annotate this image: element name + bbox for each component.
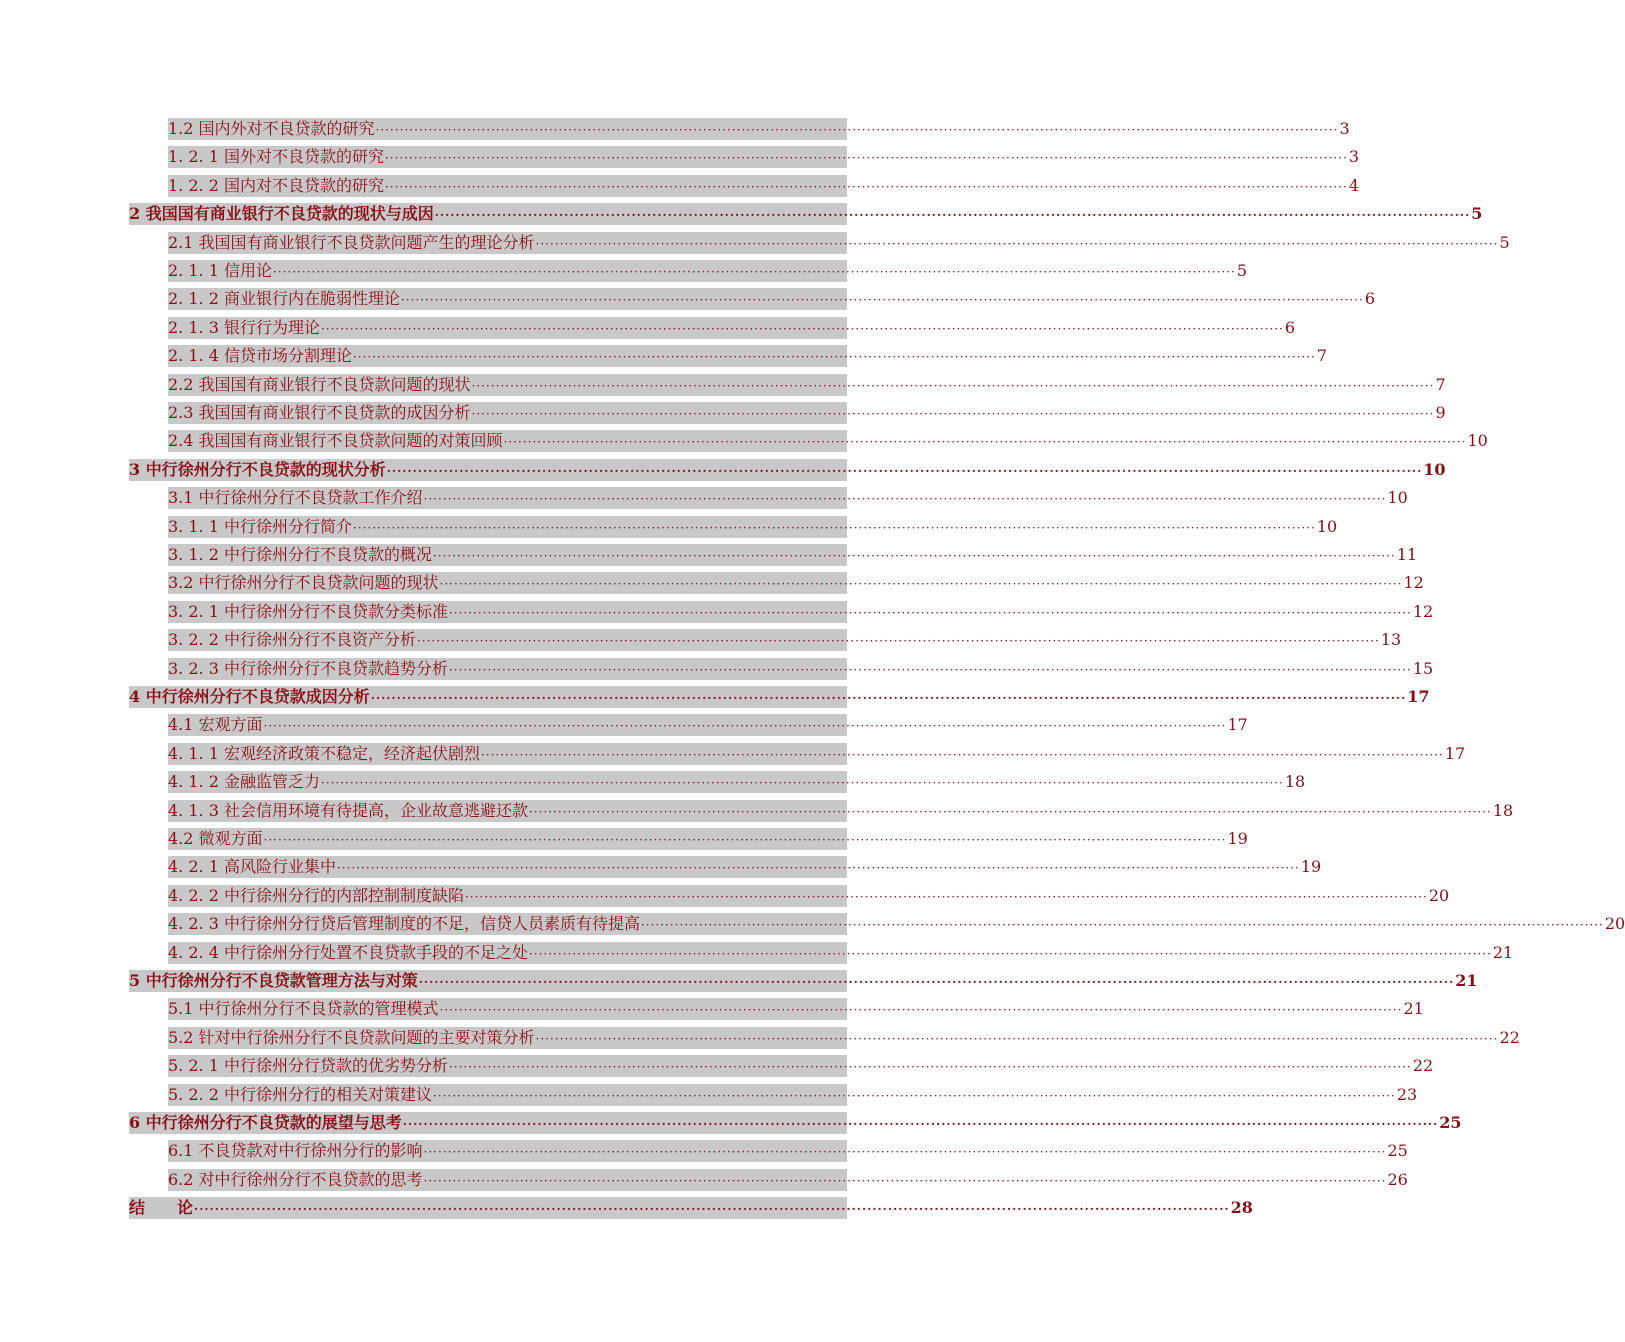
- toc-entry-page-number: 12: [1403, 573, 1424, 592]
- toc-dot-leader: ········································································································································································································: [370, 691, 1407, 705]
- toc-entry[interactable]: [168, 771, 1306, 793]
- toc-entry[interactable]: [168, 1055, 1434, 1077]
- toc-dot-leader: ········································································································································································································: [375, 123, 1339, 137]
- toc-entry-page-number: 10: [1423, 460, 1446, 479]
- toc-dot-leader: ········································································································································································································: [320, 322, 1284, 336]
- toc-entry-title: 2 我国国有商业银行不良贷款的现状与成因: [129, 204, 434, 223]
- toc-entry-page-number: 26: [1387, 1170, 1408, 1189]
- toc-entry[interactable]: [168, 942, 1514, 964]
- toc-dot-leader: ········································································································································································································: [418, 975, 1455, 989]
- toc-entry-title: 2.2 我国国有商业银行不良贷款问题的现状: [168, 375, 471, 394]
- toc-entry-title: 4. 2. 1 高风险行业集中: [168, 857, 336, 876]
- toc-entry-title: 2.1 我国国有商业银行不良贷款问题产生的理论分析: [168, 233, 535, 252]
- toc-entry[interactable]: [168, 629, 1402, 651]
- toc-dot-leader: ········································································································································································································: [423, 492, 1387, 506]
- toc-entry-page-number: 25: [1387, 1141, 1408, 1160]
- toc-entry[interactable]: [168, 232, 1510, 254]
- toc-entry-page-number: 7: [1435, 375, 1446, 394]
- toc-entry-title: 3.2 中行徐州分行不良贷款问题的现状: [168, 573, 439, 592]
- toc-entry-page-number: 17: [1407, 687, 1430, 706]
- toc-entry[interactable]: [168, 288, 1376, 310]
- toc-dot-leader: ········································································································································································································: [434, 208, 1471, 222]
- toc-entry-title: 4. 1. 3 社会信用环境有待提高，企业故意逃避还款: [168, 801, 528, 820]
- toc-entry-page-number: 10: [1316, 517, 1338, 536]
- toc-entry[interactable]: [168, 998, 1424, 1020]
- toc-entry-page-number: 22: [1412, 1056, 1434, 1075]
- toc-entry-page-number: 18: [1284, 772, 1306, 791]
- toc-entry[interactable]: [168, 743, 1466, 765]
- toc-dot-leader: ········································································································································································································: [503, 435, 1467, 449]
- toc-entry-title: 5.1 中行徐州分行不良贷款的管理模式: [168, 999, 439, 1018]
- toc-entry-page-number: 21: [1492, 943, 1514, 962]
- toc-entry-title: 2. 1. 2 商业银行内在脆弱性理论: [168, 289, 400, 308]
- toc-dot-leader: ········································································································································································································: [194, 1202, 1230, 1216]
- toc-entry[interactable]: [168, 345, 1328, 367]
- toc-entry-page-number: 6: [1284, 318, 1296, 337]
- toc-entry-title: 4. 2. 3 中行徐州分行贷后管理制度的不足，信贷人员素质有待提高: [168, 914, 640, 933]
- toc-entry-page-number: 17: [1444, 744, 1466, 763]
- toc-entry-title: 1. 2. 2 国内对不良贷款的研究: [168, 176, 384, 195]
- toc-dot-leader: ········································································································································································································: [352, 521, 1316, 535]
- toc-entry-title: 1.2 国内外对不良贷款的研究: [168, 119, 375, 138]
- toc-dot-leader: ········································································································································································································: [535, 1032, 1499, 1046]
- toc-entry-title: 4. 2. 4 中行徐州分行处置不良贷款手段的不足之处: [168, 943, 528, 962]
- toc-entry-page-number: 28: [1230, 1198, 1253, 1217]
- toc-dot-leader: ········································································································································································································: [423, 1145, 1387, 1159]
- toc-entry[interactable]: [168, 913, 1625, 935]
- toc-entry[interactable]: [168, 402, 1446, 424]
- toc-dot-leader: ········································································································································································································: [528, 805, 1492, 819]
- toc-entry[interactable]: [168, 516, 1338, 538]
- toc-entry-page-number: 21: [1403, 999, 1424, 1018]
- toc-entry-page-number: 23: [1396, 1085, 1418, 1104]
- toc-entry-page-number: 20: [1604, 914, 1625, 933]
- toc-entry[interactable]: [168, 1140, 1408, 1162]
- toc-dot-leader: ········································································································································································································: [432, 1089, 1396, 1103]
- toc-entry-title: 6 中行徐州分行不良贷款的展望与思考: [129, 1113, 402, 1132]
- toc-entry[interactable]: [168, 118, 1350, 140]
- toc-entry-title: 3.1 中行徐州分行不良贷款工作介绍: [168, 488, 423, 507]
- toc-dot-leader: ········································································································································································································: [535, 237, 1499, 251]
- toc-entry-title: 2. 1. 4 信贷市场分割理论: [168, 346, 352, 365]
- toc-entry-page-number: 20: [1428, 886, 1450, 905]
- toc-entry[interactable]: [129, 459, 1446, 481]
- toc-entry-page-number: 10: [1467, 431, 1488, 450]
- toc-entry-page-number: 19: [1227, 829, 1248, 848]
- toc-entry[interactable]: [168, 317, 1296, 339]
- toc-entry[interactable]: [168, 601, 1434, 623]
- toc-entry[interactable]: [168, 146, 1360, 168]
- toc-entry-page-number: 9: [1435, 403, 1446, 422]
- toc-dot-leader: ········································································································································································································: [448, 1060, 1412, 1074]
- toc-entry-page-number: 11: [1396, 545, 1418, 564]
- toc-entry-title: 2.4 我国国有商业银行不良贷款问题的对策回顾: [168, 431, 503, 450]
- toc-entry[interactable]: [129, 1112, 1462, 1134]
- toc-dot-leader: ········································································································································································································: [336, 861, 1300, 875]
- toc-entry-title: 4.2 微观方面: [168, 829, 263, 848]
- toc-dot-leader: ········································································································································································································: [471, 407, 1435, 421]
- toc-entry-title: 2. 1. 3 银行行为理论: [168, 318, 320, 337]
- toc-entry-title: 5. 2. 2 中行徐州分行的相关对策建议: [168, 1085, 432, 1104]
- toc-dot-leader: ········································································································································································································: [480, 748, 1444, 762]
- toc-entry[interactable]: [168, 544, 1418, 566]
- toc-entry[interactable]: [168, 658, 1434, 680]
- toc-entry-page-number: 13: [1380, 630, 1402, 649]
- toc-entry-page-number: 25: [1439, 1113, 1462, 1132]
- toc-dot-leader: ········································································································································································································: [384, 151, 1348, 165]
- toc-dot-leader: ········································································································································································································: [352, 350, 1316, 364]
- toc-entry[interactable]: [168, 1169, 1408, 1191]
- toc-entry-title: 3. 2. 1 中行徐州分行不良贷款分类标准: [168, 602, 448, 621]
- toc-dot-leader: ········································································································································································································: [448, 663, 1412, 677]
- toc-entry-title: 3. 1. 1 中行徐州分行简介: [168, 517, 352, 536]
- toc-entry-title: 4. 1. 2 金融监管乏力: [168, 772, 320, 791]
- toc-entry[interactable]: [129, 203, 1483, 225]
- toc-entry-page-number: 17: [1227, 715, 1248, 734]
- toc-dot-leader: ········································································································································································································: [432, 549, 1396, 563]
- toc-entry-page-number: 15: [1412, 659, 1434, 678]
- toc-entry-title: 1. 2. 1 国外对不良贷款的研究: [168, 147, 384, 166]
- toc-dot-leader: ········································································································································································································: [402, 1117, 1439, 1131]
- toc-dot-leader: ········································································································································································································: [263, 833, 1227, 847]
- toc-dot-leader: ········································································································································································································: [471, 379, 1435, 393]
- toc-entry[interactable]: [168, 1027, 1520, 1049]
- toc-entry-title: 6.2 对中行徐州分行不良贷款的思考: [168, 1170, 423, 1189]
- toc-dot-leader: ········································································································································································································: [423, 1174, 1387, 1188]
- toc-entry[interactable]: [168, 487, 1408, 509]
- toc-dot-leader: ········································································································································································································: [272, 265, 1236, 279]
- toc-entry-page-number: 19: [1300, 857, 1322, 876]
- toc-dot-leader: ········································································································································································································: [384, 180, 1348, 194]
- toc-entry-page-number: 22: [1499, 1028, 1520, 1047]
- toc-entry-page-number: 21: [1455, 971, 1478, 990]
- toc-entry-title: 5.2 针对中行徐州分行不良贷款问题的主要对策分析: [168, 1028, 535, 1047]
- toc-entry[interactable]: [168, 714, 1248, 736]
- toc-entry-title: 5. 2. 1 中行徐州分行贷款的优劣势分析: [168, 1056, 448, 1075]
- toc-entry-page-number: 12: [1412, 602, 1434, 621]
- toc-dot-leader: ········································································································································································································: [448, 606, 1412, 620]
- toc-entry-page-number: 7: [1316, 346, 1328, 365]
- toc-entry-page-number: 18: [1492, 801, 1514, 820]
- toc-dot-leader: ········································································································································································································: [263, 719, 1227, 733]
- toc-entry-page-number: 5: [1236, 261, 1248, 280]
- toc-dot-leader: ········································································································································································································: [528, 947, 1492, 961]
- toc-entry[interactable]: [168, 260, 1248, 282]
- toc-entry-title: 3. 2. 2 中行徐州分行不良资产分析: [168, 630, 416, 649]
- toc-entry-page-number: 3: [1339, 119, 1350, 138]
- toc-entry[interactable]: [168, 430, 1488, 452]
- toc-entry-page-number: 5: [1499, 233, 1510, 252]
- toc-dot-leader: ········································································································································································································: [439, 1003, 1403, 1017]
- toc-entry-title: 2. 1. 1 信用论: [168, 261, 272, 280]
- toc-entry[interactable]: [129, 1197, 1253, 1219]
- toc-entry-title: 4 中行徐州分行不良贷款成因分析: [129, 687, 370, 706]
- toc-entry-title: 结 论: [129, 1198, 194, 1217]
- toc-entry-title: 6.1 不良贷款对中行徐州分行的影响: [168, 1141, 423, 1160]
- toc-dot-leader: ········································································································································································································: [439, 577, 1403, 591]
- toc-entry[interactable]: [168, 1084, 1418, 1106]
- toc-entry[interactable]: [168, 828, 1248, 850]
- toc-dot-leader: ········································································································································································································: [464, 890, 1428, 904]
- toc-entry-title: 4. 2. 2 中行徐州分行的内部控制制度缺陷: [168, 886, 464, 905]
- toc-entry[interactable]: [168, 885, 1450, 907]
- toc-entry[interactable]: [129, 970, 1478, 992]
- toc-entry[interactable]: [168, 800, 1514, 822]
- toc-entry[interactable]: [129, 686, 1430, 708]
- toc-dot-leader: ········································································································································································································: [400, 293, 1364, 307]
- toc-entry-title: 4.1 宏观方面: [168, 715, 263, 734]
- toc-entry-page-number: 6: [1364, 289, 1376, 308]
- toc-entry-title: 4. 1. 1 宏观经济政策不稳定，经济起伏剧烈: [168, 744, 480, 763]
- toc-entry-page-number: 10: [1387, 488, 1408, 507]
- toc-dot-leader: ········································································································································································································: [320, 776, 1284, 790]
- toc-entry[interactable]: [168, 856, 1322, 878]
- toc-entry-page-number: 5: [1471, 204, 1483, 223]
- toc-entry-title: 3 中行徐州分行不良贷款的现状分析: [129, 460, 386, 479]
- toc-entry-title: 5 中行徐州分行不良贷款管理方法与对策: [129, 971, 418, 990]
- toc-entry[interactable]: [168, 374, 1446, 396]
- toc-entry-page-number: 4: [1348, 176, 1360, 195]
- toc-entry-page-number: 3: [1348, 147, 1360, 166]
- toc-entry-title: 3. 1. 2 中行徐州分行不良贷款的概况: [168, 545, 432, 564]
- toc-dot-leader: ········································································································································································································: [416, 634, 1380, 648]
- toc-entry-title: 2.3 我国国有商业银行不良贷款的成因分析: [168, 403, 471, 422]
- toc-entry[interactable]: [168, 175, 1360, 197]
- toc-entry[interactable]: [168, 572, 1424, 594]
- toc-entry-title: 3. 2. 3 中行徐州分行不良贷款趋势分析: [168, 659, 448, 678]
- toc-dot-leader: ········································································································································································································: [386, 464, 1423, 478]
- toc-dot-leader: ········································································································································································································: [640, 918, 1604, 932]
